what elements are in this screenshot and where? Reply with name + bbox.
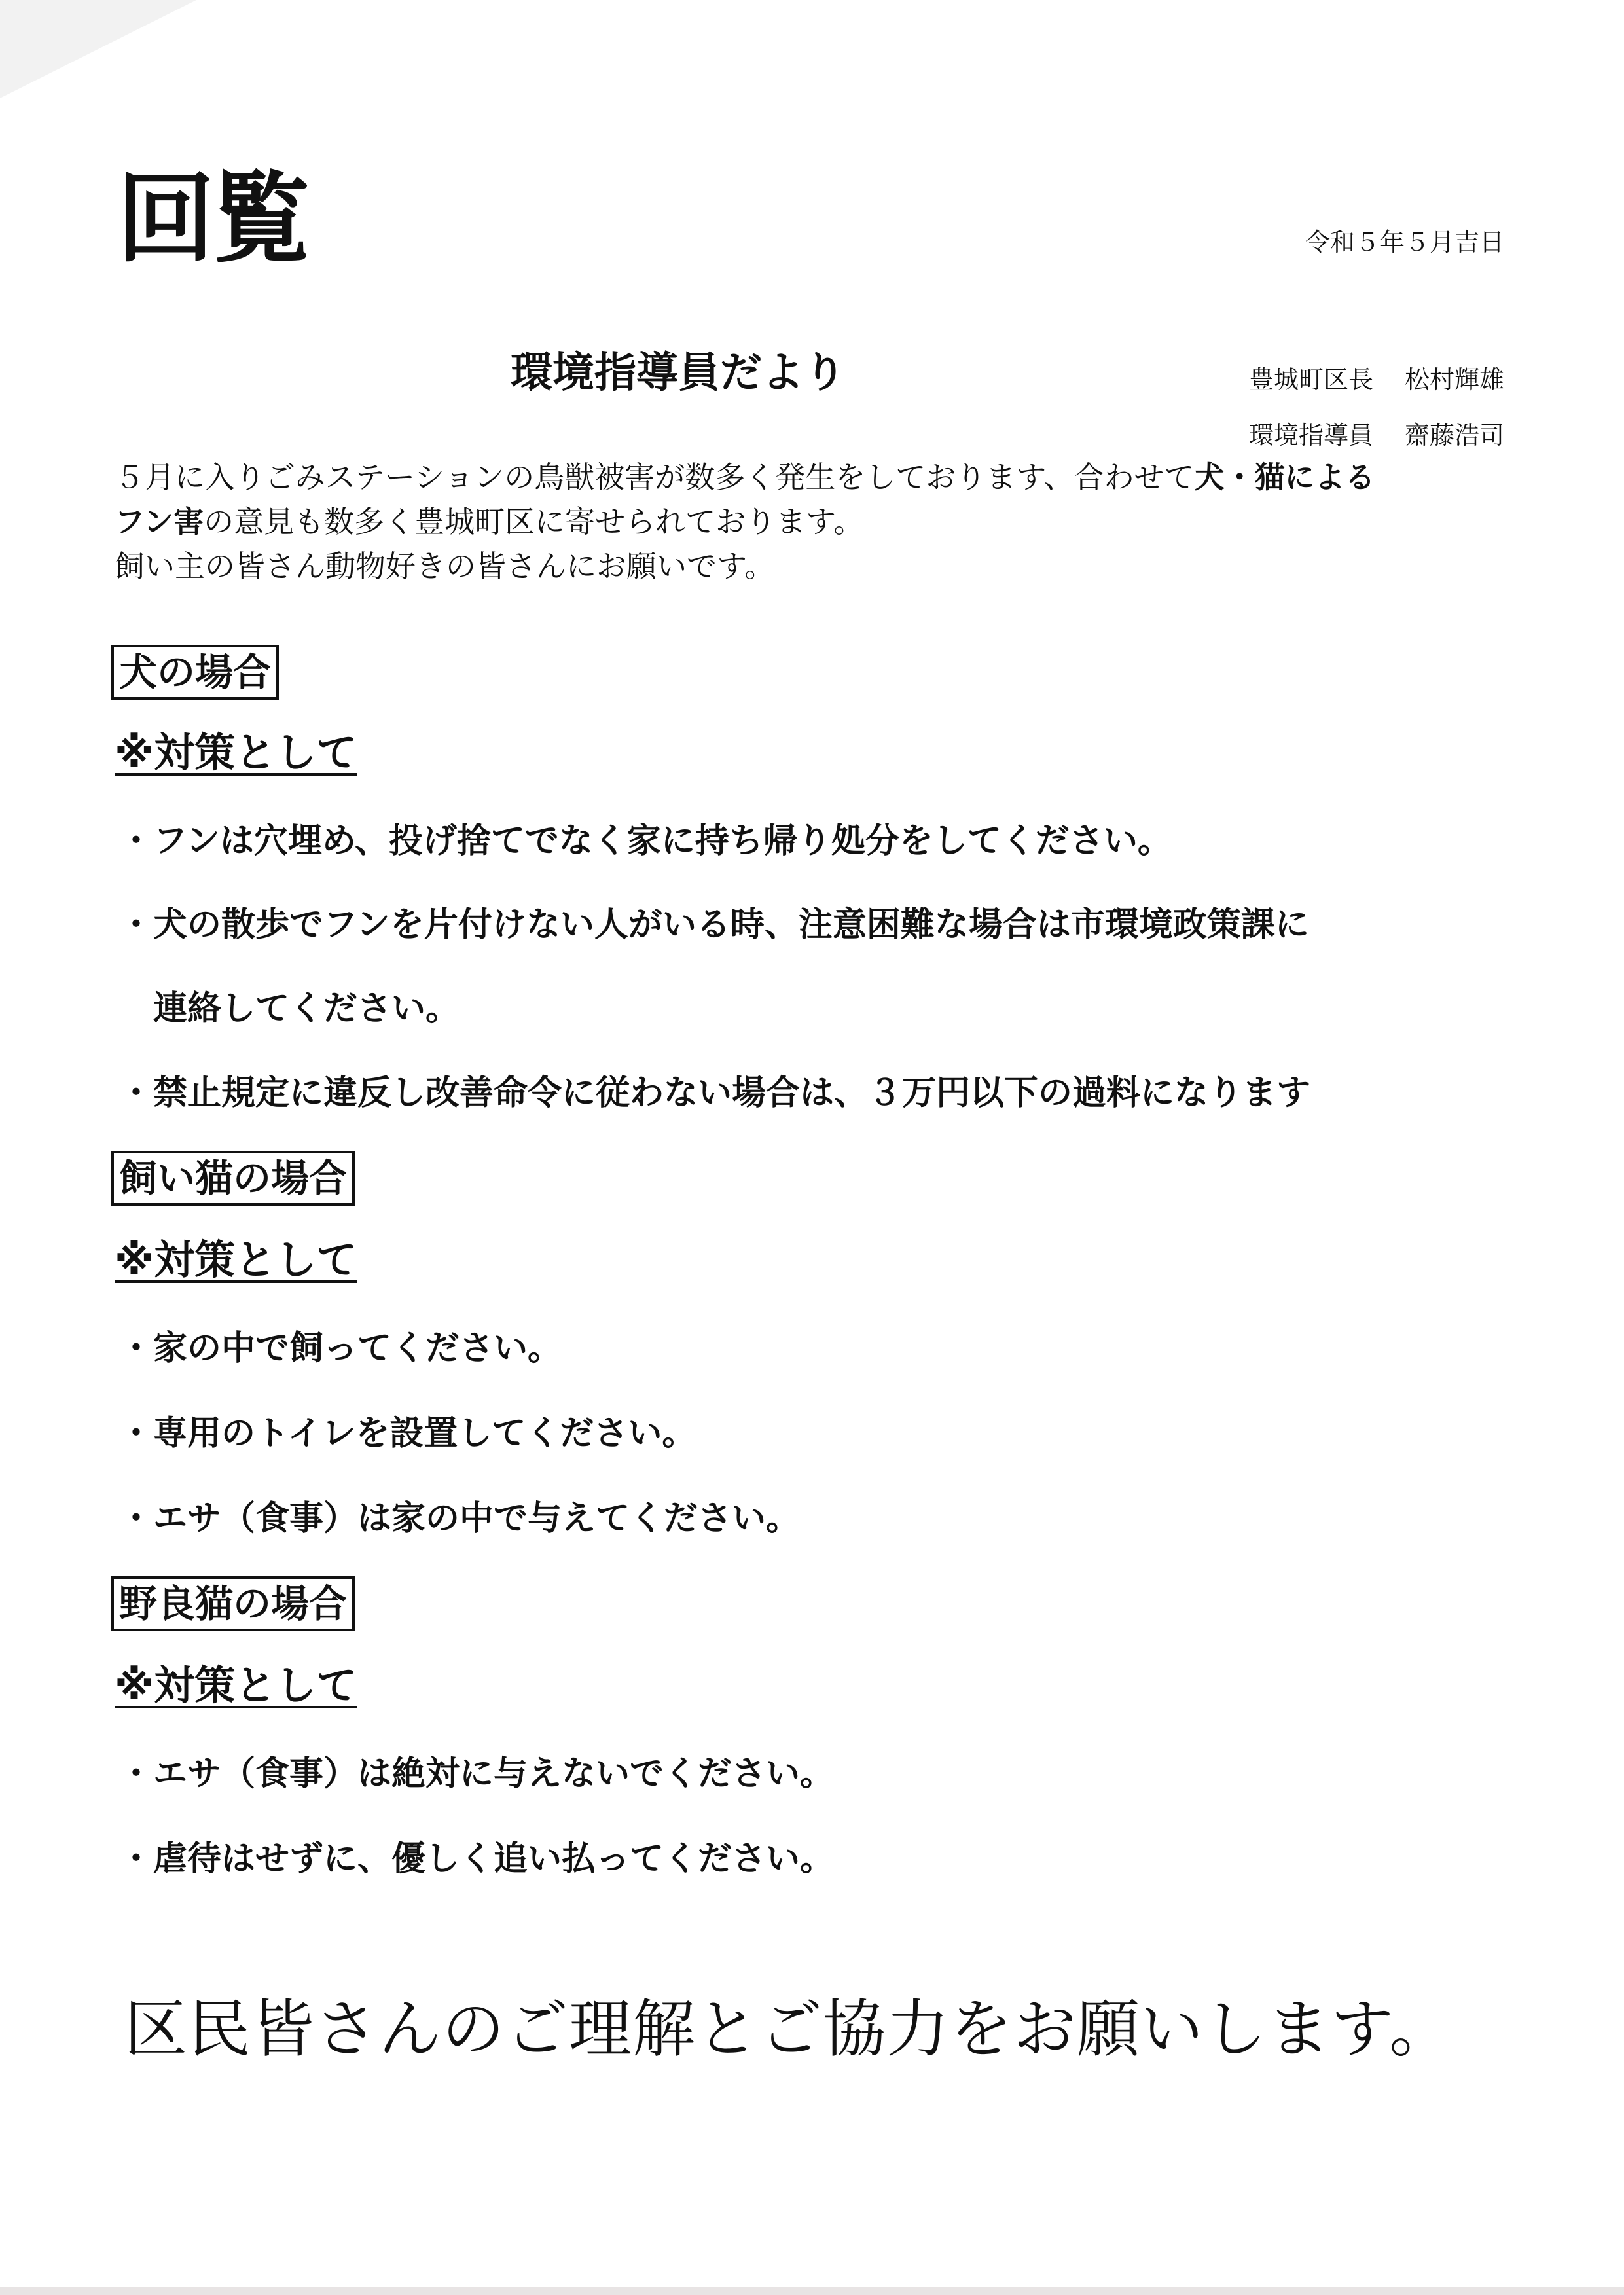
measure-heading-stray-cat: ※対策として xyxy=(115,1661,357,1709)
list-item-continuation: 連絡してください。 xyxy=(153,989,460,1028)
author-instructor xyxy=(1249,419,1504,452)
author-name: 齋藤浩司 xyxy=(1404,421,1504,450)
intro-line-3: 飼い主の皆さん動物好きの皆さんにお願いです。 xyxy=(115,549,775,584)
intro-line-2: フン害の意見も数多く豊城町区に寄せられております。 xyxy=(115,504,864,539)
author-name: 松村輝雄 xyxy=(1404,365,1504,394)
list-item: ・エサ（食事）は家の中で与えてください。 xyxy=(119,1499,801,1538)
list-item: ・エサ（食事）は絶対に与えないでください。 xyxy=(119,1754,835,1794)
author-role: 環境指導員 xyxy=(1248,421,1373,450)
list-item: ・虐待はせずに、優しく追い払ってください。 xyxy=(119,1839,835,1879)
intro-paragraph xyxy=(115,455,1515,588)
page-bottom-edge xyxy=(0,2287,1624,2295)
list-item: ・犬の散歩でフンを片付けない人がいる時、注意困難な場合は市環境政策課に xyxy=(119,905,1309,945)
closing-request: 区民皆さんのご理解とご協力をお願いします。 xyxy=(124,1993,1453,2066)
intro-line-1: ５月に入りごみステーションの鳥獣被害が数多く発生をしております、合わせて犬・猫による xyxy=(115,460,1375,495)
issue-date: 令和５年５月吉日 xyxy=(1305,228,1504,257)
list-item: ・専用のトイレを設置してください。 xyxy=(119,1414,696,1453)
section-heading-dog: 犬の場合 xyxy=(111,645,279,700)
list-item: ・家の中で飼ってください。 xyxy=(119,1329,562,1368)
list-item: ・フンは穴埋め、投げ捨てでなく家に持ち帰り処分をしてください。 xyxy=(119,822,1172,861)
document-title: 環境指導員だより xyxy=(511,349,846,397)
section-heading-house-cat: 飼い猫の場合 xyxy=(111,1151,355,1206)
measure-heading-dog: ※対策として xyxy=(115,729,357,776)
folded-corner xyxy=(0,0,196,98)
author-chief xyxy=(1249,363,1504,396)
measure-heading-house-cat: ※対策として xyxy=(115,1236,357,1284)
author-role: 豊城町区長 xyxy=(1248,365,1373,394)
list-item: ・禁止規定に違反し改善命令に従わない場合は、３万円以下の過料になります xyxy=(119,1074,1311,1113)
section-heading-stray-cat: 野良猫の場合 xyxy=(111,1576,355,1631)
circular-stamp-title: 回覧 xyxy=(117,162,308,276)
